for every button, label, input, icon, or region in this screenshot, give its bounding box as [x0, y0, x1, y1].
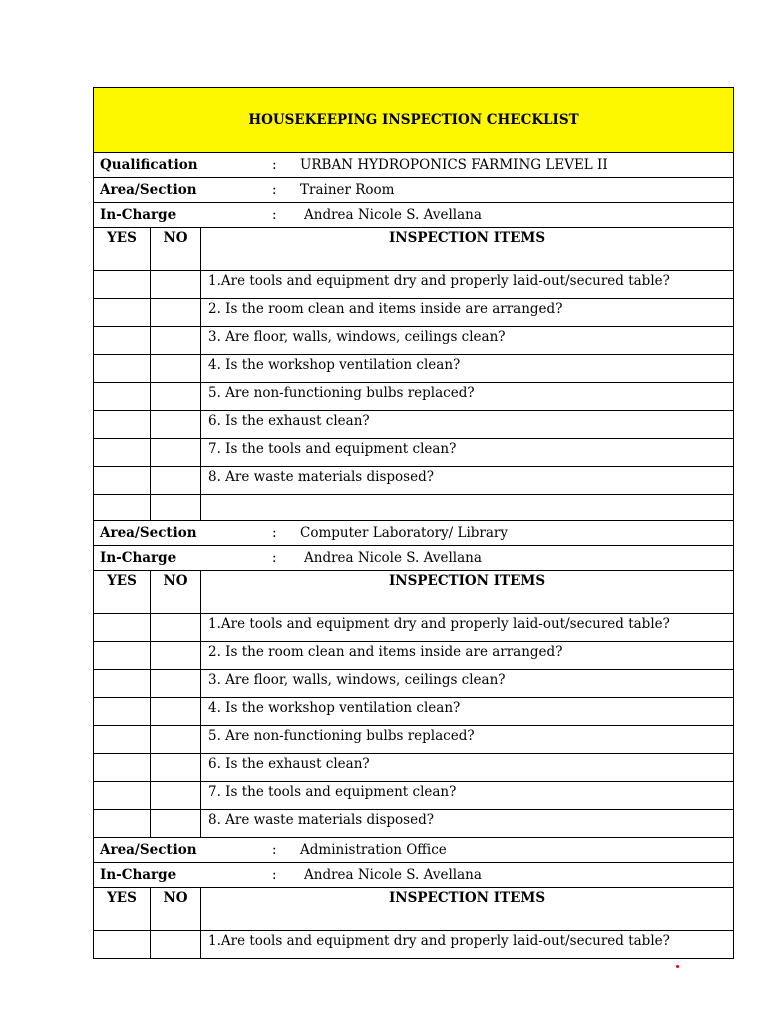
in-charge-0-cell: [94, 203, 734, 228]
checklist-item-row: [94, 670, 734, 698]
area-section-2-colon: :: [272, 842, 277, 858]
no-check-cell[interactable]: [151, 299, 201, 327]
checklist-item-row: [94, 467, 734, 495]
inspection-item-text: 3. Are floor, walls, windows, ceilings clean?: [201, 670, 734, 698]
area-section-2-cell: [94, 838, 734, 863]
area-section-2-value: Administration Office: [300, 842, 447, 858]
in-charge-0-value: Andrea Nicole S. Avellana: [304, 207, 482, 223]
qualification-value: URBAN HYDROPONICS FARMING LEVEL II: [300, 157, 608, 173]
area-section-1-colon: :: [272, 525, 277, 541]
no-check-cell[interactable]: [151, 698, 201, 726]
no-check-cell[interactable]: [151, 355, 201, 383]
title-row: [94, 88, 734, 153]
no-check-cell[interactable]: [151, 642, 201, 670]
inspection-item-text: 4. Is the workshop ventilation clean?: [201, 355, 734, 383]
no-check-cell[interactable]: [151, 495, 201, 521]
in-charge-1-cell: [94, 546, 734, 571]
yes-check-cell[interactable]: [94, 931, 151, 959]
yes-check-cell[interactable]: [94, 670, 151, 698]
inspection-item-text: 5. Are non-functioning bulbs replaced?: [201, 726, 734, 754]
inspection-checklist-table: [93, 87, 734, 959]
in-charge-2-row: [94, 863, 734, 888]
yes-check-cell[interactable]: [94, 271, 151, 299]
checklist-item-row: [94, 726, 734, 754]
inspection-item-text: 1.Are tools and equipment dry and properly laid-out/secured table?: [201, 614, 734, 642]
in-charge-2-cell: [94, 863, 734, 888]
area-section-0-cell: [94, 178, 734, 203]
inspection-item-text: 4. Is the workshop ventilation clean?: [201, 698, 734, 726]
no-check-cell[interactable]: [151, 614, 201, 642]
no-column-header: NO: [151, 888, 201, 931]
area-section-2-label: Area/Section: [100, 842, 197, 858]
no-check-cell[interactable]: [151, 411, 201, 439]
in-charge-1-colon: :: [272, 550, 277, 566]
area-section-1-row: [94, 521, 734, 546]
inspection-item-text: 6. Is the exhaust clean?: [201, 411, 734, 439]
no-check-cell[interactable]: [151, 754, 201, 782]
in-charge-1-row: [94, 546, 734, 571]
yes-check-cell[interactable]: [94, 355, 151, 383]
inspection-item-text: 3. Are floor, walls, windows, ceilings clean?: [201, 327, 734, 355]
qualification-row: [94, 153, 734, 178]
checklist-body: [94, 88, 734, 959]
yes-check-cell[interactable]: [94, 299, 151, 327]
inspection-items-header: INSPECTION ITEMS: [201, 571, 734, 614]
yes-check-cell[interactable]: [94, 642, 151, 670]
checklist-item-row: [94, 754, 734, 782]
inspection-item-text: 1.Are tools and equipment dry and properly laid-out/secured table?: [201, 271, 734, 299]
inspection-item-text: 8. Are waste materials disposed?: [201, 810, 734, 838]
checklist-item-row: [94, 383, 734, 411]
yes-check-cell[interactable]: [94, 411, 151, 439]
in-charge-2-colon: :: [272, 867, 277, 883]
yes-check-cell[interactable]: [94, 782, 151, 810]
checklist-item-row: [94, 931, 734, 959]
checklist-item-row: [94, 327, 734, 355]
checklist-item-row: [94, 271, 734, 299]
area-section-0-row: [94, 178, 734, 203]
area-section-1-label: Area/Section: [100, 525, 197, 541]
no-check-cell[interactable]: [151, 810, 201, 838]
no-check-cell[interactable]: [151, 782, 201, 810]
no-check-cell[interactable]: [151, 327, 201, 355]
yes-check-cell[interactable]: [94, 439, 151, 467]
yes-column-header: YES: [94, 571, 151, 614]
inspection-item-text: 8. Are waste materials disposed?: [201, 467, 734, 495]
column-header-row: [94, 888, 734, 931]
in-charge-2-label: In-Charge: [100, 867, 177, 883]
checklist-item-row: [94, 299, 734, 327]
area-section-2-row: [94, 838, 734, 863]
checklist-item-row: [94, 614, 734, 642]
qualification-label: Qualification: [100, 157, 198, 173]
yes-check-cell[interactable]: [94, 327, 151, 355]
no-column-header: NO: [151, 228, 201, 271]
yes-column-header: YES: [94, 228, 151, 271]
checklist-item-row: [94, 411, 734, 439]
inspection-item-text: 7. Is the tools and equipment clean?: [201, 782, 734, 810]
yes-check-cell[interactable]: [94, 726, 151, 754]
checklist-item-row: [94, 810, 734, 838]
yes-check-cell[interactable]: [94, 698, 151, 726]
yes-check-cell[interactable]: [94, 495, 151, 521]
area-section-1-value: Computer Laboratory/ Library: [300, 525, 509, 541]
yes-check-cell[interactable]: [94, 467, 151, 495]
in-charge-0-label: In-Charge: [100, 207, 177, 223]
area-section-0-colon: :: [272, 182, 277, 198]
no-check-cell[interactable]: [151, 670, 201, 698]
inspection-items-header: INSPECTION ITEMS: [201, 888, 734, 931]
inspection-items-header: INSPECTION ITEMS: [201, 228, 734, 271]
yes-check-cell[interactable]: [94, 810, 151, 838]
area-section-1-cell: [94, 521, 734, 546]
no-check-cell[interactable]: [151, 271, 201, 299]
stray-red-dot: [676, 965, 679, 968]
in-charge-0-colon: :: [272, 207, 277, 223]
no-check-cell[interactable]: [151, 931, 201, 959]
checklist-item-row: [94, 782, 734, 810]
inspection-item-text: 2. Is the room clean and items inside are arranged?: [201, 299, 734, 327]
blank-item-cell: [201, 495, 734, 521]
qualification-cell: [94, 153, 734, 178]
checklist-item-row: [94, 439, 734, 467]
in-charge-1-label: In-Charge: [100, 550, 177, 566]
inspection-item-text: 6. Is the exhaust clean?: [201, 754, 734, 782]
column-header-row: [94, 228, 734, 271]
no-check-cell[interactable]: [151, 383, 201, 411]
no-check-cell[interactable]: [151, 726, 201, 754]
inspection-item-text: 7. Is the tools and equipment clean?: [201, 439, 734, 467]
no-check-cell[interactable]: [151, 467, 201, 495]
inspection-item-text: 1.Are tools and equipment dry and properly laid-out/secured table?: [201, 931, 734, 959]
checklist-item-row: [94, 642, 734, 670]
yes-check-cell[interactable]: [94, 614, 151, 642]
yes-check-cell[interactable]: [94, 754, 151, 782]
in-charge-0-row: [94, 203, 734, 228]
blank-row: [94, 495, 734, 521]
no-column-header: NO: [151, 571, 201, 614]
qualification-colon: :: [272, 157, 277, 173]
no-check-cell[interactable]: [151, 439, 201, 467]
yes-check-cell[interactable]: [94, 383, 151, 411]
area-section-0-label: Area/Section: [100, 182, 197, 198]
checklist-item-row: [94, 355, 734, 383]
yes-column-header: YES: [94, 888, 151, 931]
in-charge-1-value: Andrea Nicole S. Avellana: [304, 550, 482, 566]
inspection-item-text: 5. Are non-functioning bulbs replaced?: [201, 383, 734, 411]
area-section-0-value: Trainer Room: [300, 182, 395, 198]
column-header-row: [94, 571, 734, 614]
inspection-item-text: 2. Is the room clean and items inside are arranged?: [201, 642, 734, 670]
in-charge-2-value: Andrea Nicole S. Avellana: [304, 867, 482, 883]
checklist-title: HOUSEKEEPING INSPECTION CHECKLIST: [94, 88, 734, 153]
checklist-item-row: [94, 698, 734, 726]
